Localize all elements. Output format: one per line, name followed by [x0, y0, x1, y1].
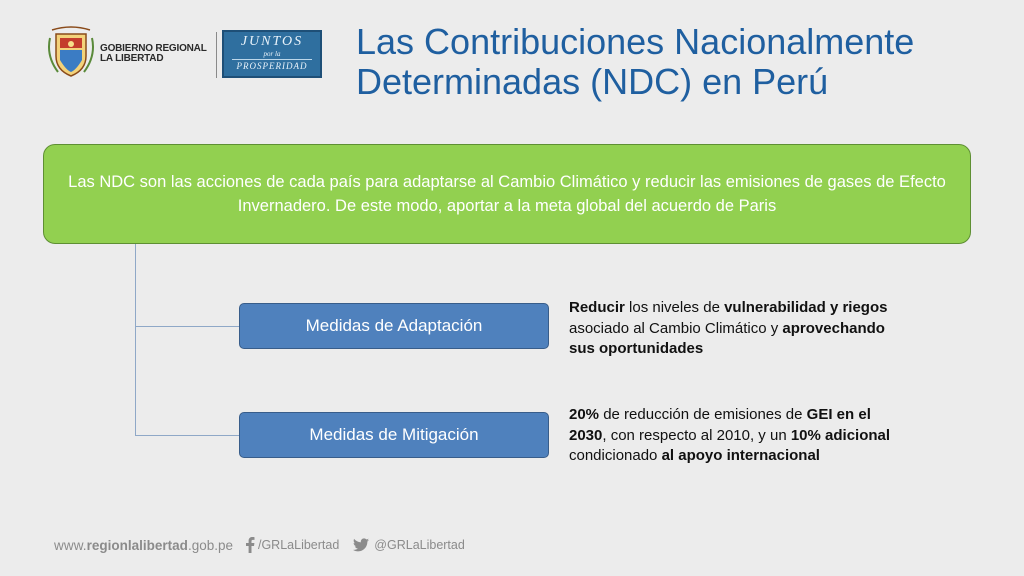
- adaptacion-description: [569, 298, 899, 360]
- footer-facebook-handle[interactable]: /GRLaLibertad: [257, 538, 340, 552]
- footer: [54, 535, 465, 555]
- gobierno-regional-logo-text: [100, 44, 220, 64]
- desc-segment: 20%: [569, 406, 600, 423]
- logo-line-1: GOBIERNO REGIONAL: [100, 43, 207, 54]
- juntos-logo: [222, 30, 322, 78]
- page-title: [356, 22, 996, 102]
- footer-url-suffix[interactable]: .gob.pe: [187, 537, 233, 553]
- desc-segment: condicionado: [569, 447, 662, 464]
- facebook-icon: [245, 537, 255, 553]
- coat-of-arms-logo: [48, 26, 94, 78]
- footer-url-domain[interactable]: regionlalibertad: [86, 537, 188, 553]
- connector-adaptacion: [135, 326, 239, 327]
- juntos-logo-line-3: PROSPERIDAD: [232, 59, 312, 72]
- desc-segment: Reducir: [569, 299, 625, 316]
- logo-divider: [216, 32, 217, 78]
- desc-segment: de reducción de emisiones de: [599, 406, 807, 423]
- desc-segment: asociado al Cambio Climático y: [569, 319, 783, 337]
- ndc-definition-text: Las NDC son las acciones de cada país para adaptarse al Cambio Climático y reducir las emisiones de gases de Efecto Invernadero. De este modo, aportar a la meta global del acuerdo de Paris: [68, 173, 946, 215]
- juntos-logo-line-2: por la: [263, 50, 281, 58]
- logo-line-2: LA LIBERTAD: [100, 53, 164, 64]
- footer-url-prefix[interactable]: www.: [54, 537, 87, 553]
- page-title-line-1: Las Contribuciones Nacionalmente: [356, 21, 915, 62]
- ndc-definition-box: [43, 144, 971, 244]
- mitigacion-box: [239, 412, 549, 458]
- connector-mitigacion: [135, 435, 239, 436]
- desc-segment: , con respecto al 2010, y un: [602, 426, 791, 444]
- header-logos: [44, 20, 334, 84]
- connector-vertical: [135, 244, 136, 436]
- page-title-line-2: Determinadas (NDC) en Perú: [356, 61, 829, 102]
- desc-segment: aprovechando sus oportunidades: [569, 319, 885, 357]
- twitter-icon: [353, 538, 369, 552]
- desc-segment: al apoyo internacional: [661, 447, 820, 464]
- desc-segment: 10% adicional: [790, 426, 891, 444]
- mitigacion-label: Medidas de Mitigación: [309, 425, 479, 444]
- desc-segment: vulnerabilidad y riegos: [724, 299, 888, 316]
- footer-twitter-handle[interactable]: @GRLaLibertad: [374, 538, 465, 552]
- mitigacion-description: [569, 405, 899, 467]
- desc-segment: los niveles de: [624, 299, 725, 316]
- adaptacion-box: [239, 303, 549, 349]
- desc-segment: GEI en el 2030: [569, 406, 871, 444]
- adaptacion-label: Medidas de Adaptación: [305, 316, 483, 335]
- juntos-logo-line-1: JUNTOS: [240, 34, 304, 49]
